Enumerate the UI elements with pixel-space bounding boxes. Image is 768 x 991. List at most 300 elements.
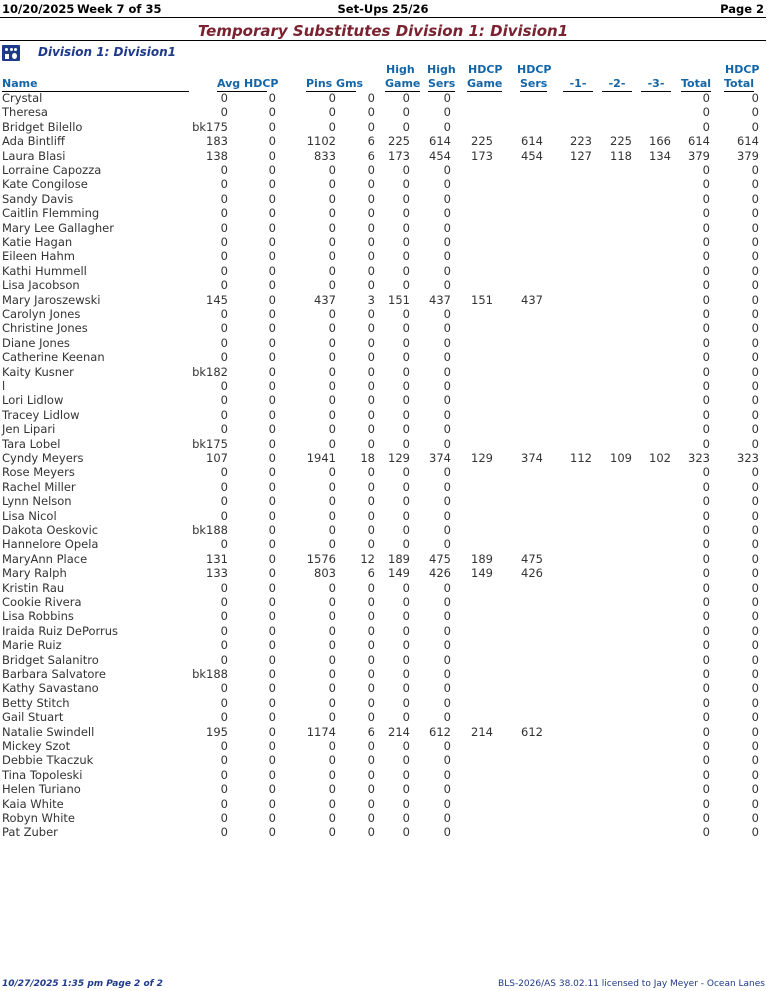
cell-hdcp: 0 bbox=[268, 623, 276, 638]
cell-high-series: 0 bbox=[443, 739, 451, 753]
cell-name: Iraida Ruiz DePorrus bbox=[2, 623, 119, 638]
table-row bbox=[0, 105, 768, 119]
cell-high-game: 0 bbox=[402, 335, 410, 350]
table-row bbox=[0, 523, 768, 537]
cell-games: 0 bbox=[367, 278, 375, 293]
cell-hdcp-series: 612 bbox=[521, 724, 543, 739]
cell-name: Mary Jaroszewski bbox=[2, 292, 101, 307]
cell-high-series: 437 bbox=[429, 292, 451, 307]
cell-high-series: 0 bbox=[443, 681, 451, 696]
cell-hdcp: 0 bbox=[268, 177, 276, 192]
col-hdcp-total-2: Total bbox=[724, 77, 755, 90]
cell-hdcp-total: 0 bbox=[751, 163, 759, 177]
cell-high-series: 0 bbox=[443, 753, 451, 768]
cell-pins: 0 bbox=[328, 119, 336, 134]
cell-high-game: 0 bbox=[402, 494, 410, 509]
cell-high-series: 0 bbox=[443, 436, 451, 451]
cell-high-game: 0 bbox=[402, 321, 410, 336]
cell-hdcp-total: 0 bbox=[751, 292, 759, 307]
cell-name: Betty Stitch bbox=[2, 695, 70, 710]
cell-hdcp-total: 0 bbox=[751, 249, 759, 264]
cell-name: Kaia White bbox=[2, 796, 64, 811]
cell-hdcp: 0 bbox=[268, 667, 276, 681]
cell-pins: 0 bbox=[328, 307, 336, 321]
cell-pins: 0 bbox=[328, 667, 336, 681]
cell-hdcp-total: 0 bbox=[751, 638, 759, 653]
table-row bbox=[0, 177, 768, 191]
cell-games: 0 bbox=[367, 825, 375, 840]
cell-high-game: 0 bbox=[402, 278, 410, 293]
cell-high-game: 0 bbox=[402, 753, 410, 768]
cell-games: 0 bbox=[367, 91, 375, 105]
cell-hdcp: 0 bbox=[268, 436, 276, 451]
cell-pins: 0 bbox=[328, 825, 336, 840]
cell-hdcp: 0 bbox=[268, 782, 276, 797]
cell-total: 0 bbox=[702, 767, 710, 782]
cell-name: Sandy Davis bbox=[2, 191, 74, 206]
cell-high-series: 0 bbox=[443, 494, 451, 509]
cell-game-1: 223 bbox=[570, 134, 592, 149]
col-high-game-1: High bbox=[386, 63, 415, 76]
cell-hdcp-total: 0 bbox=[751, 422, 759, 437]
cell-hdcp-total: 379 bbox=[737, 148, 759, 163]
cell-hdcp: 0 bbox=[268, 364, 276, 379]
cell-total: 0 bbox=[702, 465, 710, 480]
cell-high-series: 0 bbox=[443, 220, 451, 235]
cell-high-game: 0 bbox=[402, 537, 410, 552]
cell-hdcp: 0 bbox=[268, 191, 276, 206]
cell-avg: 0 bbox=[220, 796, 228, 811]
cell-avg: bk175 bbox=[192, 436, 228, 451]
cell-name: Christine Jones bbox=[2, 321, 88, 336]
cell-games: 0 bbox=[367, 695, 375, 710]
cell-hdcp-total: 0 bbox=[751, 364, 759, 379]
league-name: Set-Ups 25/26 bbox=[337, 2, 429, 16]
cell-high-game: 173 bbox=[388, 148, 410, 163]
cell-games: 0 bbox=[367, 407, 375, 422]
cell-total: 0 bbox=[702, 710, 710, 725]
table-row bbox=[0, 681, 768, 695]
cell-avg: 0 bbox=[220, 710, 228, 725]
cell-high-series: 0 bbox=[443, 695, 451, 710]
cell-hdcp-total: 0 bbox=[751, 753, 759, 768]
cell-high-game: 0 bbox=[402, 667, 410, 681]
cell-hdcp: 0 bbox=[268, 479, 276, 494]
cell-pins: 0 bbox=[328, 523, 336, 537]
cell-games: 0 bbox=[367, 494, 375, 509]
cell-games: 0 bbox=[367, 609, 375, 624]
table-row bbox=[0, 725, 768, 739]
cell-name: Robyn White bbox=[2, 811, 75, 825]
cell-avg: 0 bbox=[220, 782, 228, 797]
cell-games: 0 bbox=[367, 177, 375, 192]
cell-total: 0 bbox=[702, 379, 710, 393]
table-row bbox=[0, 581, 768, 595]
cell-pins: 803 bbox=[314, 566, 336, 581]
cell-high-series: 454 bbox=[429, 148, 451, 163]
cell-games: 0 bbox=[367, 163, 375, 177]
cell-pins: 0 bbox=[328, 278, 336, 293]
cell-name: Gail Stuart bbox=[2, 710, 64, 725]
cell-pins: 0 bbox=[328, 796, 336, 811]
cell-avg: 0 bbox=[220, 508, 228, 523]
cell-hdcp-total: 0 bbox=[751, 825, 759, 840]
cell-avg: 0 bbox=[220, 580, 228, 595]
cell-high-game: 0 bbox=[402, 307, 410, 321]
cell-name: MaryAnn Place bbox=[2, 551, 88, 566]
cell-hdcp: 0 bbox=[268, 379, 276, 393]
cell-avg: 0 bbox=[220, 767, 228, 782]
cell-games: 0 bbox=[367, 667, 375, 681]
cell-games: 0 bbox=[367, 811, 375, 825]
table-row bbox=[0, 710, 768, 724]
cell-avg: 0 bbox=[220, 695, 228, 710]
cell-total: 0 bbox=[702, 191, 710, 206]
cell-pins: 1576 bbox=[306, 551, 336, 566]
cell-hdcp-game: 149 bbox=[471, 566, 493, 581]
cell-hdcp: 0 bbox=[268, 796, 276, 811]
cell-hdcp: 0 bbox=[268, 206, 276, 221]
cell-high-series: 612 bbox=[429, 724, 451, 739]
cell-hdcp: 0 bbox=[268, 580, 276, 595]
cell-games: 0 bbox=[367, 580, 375, 595]
cell-hdcp: 0 bbox=[268, 321, 276, 336]
cell-high-series: 0 bbox=[443, 465, 451, 480]
cell-high-game: 0 bbox=[402, 263, 410, 278]
cell-avg: 131 bbox=[206, 551, 228, 566]
cell-hdcp-total: 0 bbox=[751, 667, 759, 681]
cell-avg: 0 bbox=[220, 537, 228, 552]
cell-hdcp-total: 0 bbox=[751, 321, 759, 336]
cell-high-series: 0 bbox=[443, 811, 451, 825]
cell-hdcp: 0 bbox=[268, 652, 276, 667]
table-row bbox=[0, 825, 768, 839]
cell-hdcp-total: 0 bbox=[751, 739, 759, 753]
cell-avg: 0 bbox=[220, 595, 228, 609]
cell-high-game: 214 bbox=[388, 724, 410, 739]
cell-avg: 0 bbox=[220, 379, 228, 393]
cell-games: 0 bbox=[367, 638, 375, 653]
cell-total: 0 bbox=[702, 724, 710, 739]
cell-games: 0 bbox=[367, 105, 375, 120]
table-row bbox=[0, 653, 768, 667]
table-row bbox=[0, 235, 768, 249]
cell-hdcp-total: 0 bbox=[751, 479, 759, 494]
cell-name: Natalie Swindell bbox=[2, 724, 95, 739]
table-row bbox=[0, 278, 768, 292]
cell-hdcp: 0 bbox=[268, 681, 276, 696]
cell-name: l bbox=[2, 379, 6, 393]
cell-hdcp: 0 bbox=[268, 235, 276, 249]
cell-name: Carolyn Jones bbox=[2, 307, 81, 321]
cell-game-1: 127 bbox=[570, 148, 592, 163]
cell-avg: 0 bbox=[220, 235, 228, 249]
cell-game-1: 112 bbox=[570, 451, 592, 465]
cell-high-series: 0 bbox=[443, 796, 451, 811]
cell-pins: 0 bbox=[328, 335, 336, 350]
cell-pins: 0 bbox=[328, 595, 336, 609]
cell-games: 0 bbox=[367, 191, 375, 206]
cell-games: 0 bbox=[367, 782, 375, 797]
cell-avg: 0 bbox=[220, 220, 228, 235]
cell-hdcp-series: 374 bbox=[521, 451, 543, 465]
cell-name: Lorraine Capozza bbox=[2, 163, 102, 177]
cell-high-game: 0 bbox=[402, 623, 410, 638]
cell-high-series: 614 bbox=[429, 134, 451, 149]
table-row bbox=[0, 811, 768, 825]
footer-license: BLS-2026/AS 38.02.11 licensed to Jay Meyer - Ocean Lanes bbox=[498, 979, 765, 989]
cell-high-game: 0 bbox=[402, 782, 410, 797]
table-row bbox=[0, 552, 768, 566]
cell-total: 0 bbox=[702, 163, 710, 177]
cell-total: 0 bbox=[702, 436, 710, 451]
cell-high-game: 0 bbox=[402, 436, 410, 451]
cell-pins: 0 bbox=[328, 206, 336, 221]
cell-games: 0 bbox=[367, 508, 375, 523]
cell-high-series: 0 bbox=[443, 364, 451, 379]
cell-name: Tara Lobel bbox=[2, 436, 61, 451]
cell-high-game: 0 bbox=[402, 191, 410, 206]
cell-games: 0 bbox=[367, 422, 375, 437]
cell-hdcp-game: 214 bbox=[471, 724, 493, 739]
cell-name: Eileen Hahm bbox=[2, 249, 75, 264]
cell-hdcp-total: 0 bbox=[751, 206, 759, 221]
cell-high-series: 0 bbox=[443, 595, 451, 609]
cell-name: Catherine Keenan bbox=[2, 350, 105, 365]
cell-high-series: 0 bbox=[443, 119, 451, 134]
cell-name: Marie Ruiz bbox=[2, 638, 62, 653]
col-game-1: -1- bbox=[563, 77, 593, 92]
cell-avg: 0 bbox=[220, 652, 228, 667]
cell-total: 0 bbox=[702, 681, 710, 696]
footer-timestamp: 10/27/2025 1:35 pm Page 2 of 2 bbox=[2, 979, 163, 989]
table-row bbox=[0, 120, 768, 134]
table-row bbox=[0, 638, 768, 652]
cell-games: 0 bbox=[367, 206, 375, 221]
cell-total: 0 bbox=[702, 825, 710, 840]
cell-name: Lisa Nicol bbox=[2, 508, 57, 523]
cell-high-game: 0 bbox=[402, 767, 410, 782]
cell-games: 0 bbox=[367, 796, 375, 811]
cell-pins: 833 bbox=[314, 148, 336, 163]
cell-name: Bridget Bilello bbox=[2, 119, 83, 134]
cell-total: 0 bbox=[702, 667, 710, 681]
cell-pins: 0 bbox=[328, 220, 336, 235]
cell-name: Debbie Tkaczuk bbox=[2, 753, 94, 768]
cell-total: 0 bbox=[702, 523, 710, 537]
cell-pins: 0 bbox=[328, 422, 336, 437]
report-header bbox=[0, 2, 766, 16]
cell-total: 0 bbox=[702, 407, 710, 422]
cell-hdcp-total: 0 bbox=[751, 767, 759, 782]
cell-hdcp-total: 0 bbox=[751, 580, 759, 595]
cell-hdcp-total: 0 bbox=[751, 623, 759, 638]
cell-hdcp: 0 bbox=[268, 710, 276, 725]
table-row bbox=[0, 667, 768, 681]
cell-name: Hannelore Opela bbox=[2, 537, 99, 552]
cell-hdcp-total: 0 bbox=[751, 191, 759, 206]
cell-hdcp-total: 0 bbox=[751, 724, 759, 739]
cell-total: 0 bbox=[702, 508, 710, 523]
col-hdcp-game-1: HDCP bbox=[468, 63, 503, 76]
cell-games: 0 bbox=[367, 479, 375, 494]
cell-name: Mary Lee Gallagher bbox=[2, 220, 114, 235]
cell-total: 0 bbox=[702, 623, 710, 638]
cell-total: 0 bbox=[702, 249, 710, 264]
cell-hdcp: 0 bbox=[268, 307, 276, 321]
cell-name: Mickey Szot bbox=[2, 739, 71, 753]
col-pins-gms: Pins Gms bbox=[306, 77, 364, 90]
cell-pins: 0 bbox=[328, 753, 336, 768]
cell-hdcp: 0 bbox=[268, 335, 276, 350]
cell-high-game: 0 bbox=[402, 206, 410, 221]
cell-high-series: 0 bbox=[443, 537, 451, 552]
cell-name: Lynn Nelson bbox=[2, 494, 72, 509]
cell-hdcp: 0 bbox=[268, 134, 276, 149]
cell-avg: bk188 bbox=[192, 523, 228, 537]
cell-pins: 0 bbox=[328, 436, 336, 451]
cell-pins: 0 bbox=[328, 249, 336, 264]
cell-avg: 0 bbox=[220, 191, 228, 206]
cell-high-series: 0 bbox=[443, 479, 451, 494]
cell-pins: 0 bbox=[328, 739, 336, 753]
cell-games: 0 bbox=[367, 321, 375, 336]
cell-hdcp-total: 0 bbox=[751, 566, 759, 581]
cell-hdcp-game: 129 bbox=[471, 451, 493, 465]
table-row bbox=[0, 321, 768, 335]
cell-high-game: 0 bbox=[402, 638, 410, 653]
cell-hdcp: 0 bbox=[268, 105, 276, 120]
cell-high-game: 0 bbox=[402, 235, 410, 249]
table-row bbox=[0, 739, 768, 753]
cell-name: Helen Turiano bbox=[2, 782, 81, 797]
table-row bbox=[0, 379, 768, 393]
cell-pins: 0 bbox=[328, 811, 336, 825]
cell-hdcp-total: 0 bbox=[751, 796, 759, 811]
cell-name: Bridget Salanitro bbox=[2, 652, 99, 667]
cell-hdcp: 0 bbox=[268, 220, 276, 235]
cell-avg: 133 bbox=[206, 566, 228, 581]
cell-hdcp: 0 bbox=[268, 825, 276, 840]
table-row bbox=[0, 134, 768, 148]
cell-high-game: 0 bbox=[402, 695, 410, 710]
cell-hdcp: 0 bbox=[268, 739, 276, 753]
cell-total: 0 bbox=[702, 494, 710, 509]
cell-name: Lisa Jacobson bbox=[2, 278, 80, 293]
cell-total: 0 bbox=[702, 119, 710, 134]
cell-high-series: 0 bbox=[443, 609, 451, 624]
table-row bbox=[0, 293, 768, 307]
cell-high-game: 0 bbox=[402, 91, 410, 105]
cell-hdcp-total: 0 bbox=[751, 508, 759, 523]
cell-avg: 0 bbox=[220, 263, 228, 278]
table-row bbox=[0, 221, 768, 235]
col-high-sers-1: High bbox=[427, 63, 456, 76]
cell-total: 0 bbox=[702, 638, 710, 653]
cell-games: 0 bbox=[367, 350, 375, 365]
cell-high-series: 0 bbox=[443, 623, 451, 638]
cell-total: 0 bbox=[702, 307, 710, 321]
cell-hdcp: 0 bbox=[268, 551, 276, 566]
table-row bbox=[0, 336, 768, 350]
cell-hdcp-game: 225 bbox=[471, 134, 493, 149]
table-row bbox=[0, 595, 768, 609]
cell-high-game: 0 bbox=[402, 523, 410, 537]
cell-high-game: 0 bbox=[402, 710, 410, 725]
table-row bbox=[0, 264, 768, 278]
cell-pins: 0 bbox=[328, 407, 336, 422]
cell-avg: 0 bbox=[220, 335, 228, 350]
cell-avg: 0 bbox=[220, 321, 228, 336]
cell-pins: 0 bbox=[328, 710, 336, 725]
cell-total: 0 bbox=[702, 652, 710, 667]
cell-avg: 145 bbox=[206, 292, 228, 307]
cell-game-3: 166 bbox=[649, 134, 671, 149]
cell-high-series: 0 bbox=[443, 350, 451, 365]
division-label: Division 1: Division1 bbox=[38, 45, 176, 59]
cell-pins: 0 bbox=[328, 191, 336, 206]
cell-games: 0 bbox=[367, 537, 375, 552]
cell-total: 0 bbox=[702, 537, 710, 552]
cell-high-series: 0 bbox=[443, 652, 451, 667]
table-row bbox=[0, 163, 768, 177]
cell-hdcp: 0 bbox=[268, 508, 276, 523]
cell-high-game: 0 bbox=[402, 393, 410, 408]
table-row bbox=[0, 408, 768, 422]
cell-hdcp-series: 437 bbox=[521, 292, 543, 307]
cell-avg: 0 bbox=[220, 278, 228, 293]
cell-name: Ada Bintliff bbox=[2, 134, 65, 149]
header-rule bbox=[0, 17, 766, 18]
cell-avg: 0 bbox=[220, 91, 228, 105]
cell-name: Tina Topoleski bbox=[2, 767, 83, 782]
cell-pins: 0 bbox=[328, 537, 336, 552]
cell-total: 0 bbox=[702, 235, 710, 249]
cell-high-game: 0 bbox=[402, 609, 410, 624]
cell-pins: 0 bbox=[328, 91, 336, 105]
cell-hdcp-total: 0 bbox=[751, 278, 759, 293]
cell-name: Lori Lidlow bbox=[2, 393, 64, 408]
col-hdcp-sers-2: Sers bbox=[520, 77, 548, 90]
cell-high-series: 0 bbox=[443, 321, 451, 336]
col-game-2: -2- bbox=[602, 77, 632, 92]
cell-hdcp: 0 bbox=[268, 91, 276, 105]
cell-high-game: 0 bbox=[402, 350, 410, 365]
cell-games: 18 bbox=[360, 451, 375, 465]
cell-avg: bk182 bbox=[192, 364, 228, 379]
cell-high-series: 0 bbox=[443, 278, 451, 293]
cell-total: 0 bbox=[702, 220, 710, 235]
cell-hdcp-total: 0 bbox=[751, 436, 759, 451]
cell-hdcp-series: 426 bbox=[521, 566, 543, 581]
cell-high-game: 0 bbox=[402, 681, 410, 696]
cell-name: Cyndy Meyers bbox=[2, 451, 84, 465]
cell-avg: 0 bbox=[220, 350, 228, 365]
cell-high-game: 0 bbox=[402, 811, 410, 825]
cell-pins: 0 bbox=[328, 263, 336, 278]
table-row bbox=[0, 350, 768, 364]
cell-total: 323 bbox=[688, 451, 710, 465]
cell-pins: 1174 bbox=[306, 724, 336, 739]
cell-name: Pat Zuber bbox=[2, 825, 58, 840]
cell-name: Kristin Rau bbox=[2, 580, 65, 595]
cell-high-game: 0 bbox=[402, 739, 410, 753]
cell-hdcp-total: 0 bbox=[751, 537, 759, 552]
cell-high-game: 0 bbox=[402, 119, 410, 134]
cell-avg: 0 bbox=[220, 681, 228, 696]
cell-hdcp: 0 bbox=[268, 350, 276, 365]
cell-hdcp: 0 bbox=[268, 278, 276, 293]
